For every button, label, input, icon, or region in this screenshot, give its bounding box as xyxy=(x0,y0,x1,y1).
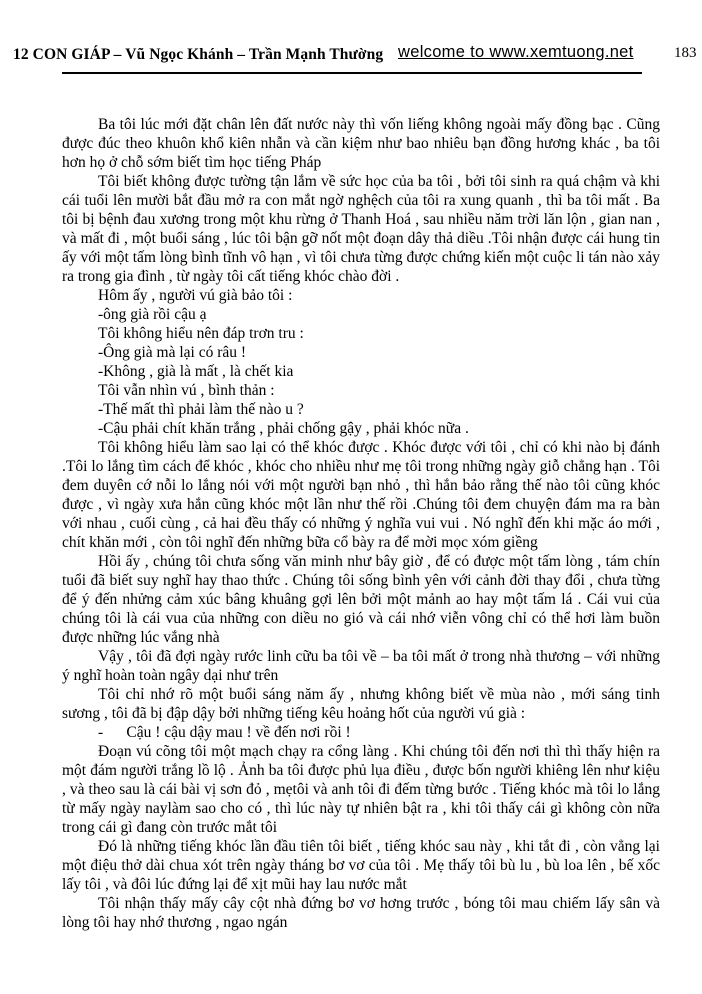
page-header xyxy=(0,0,702,80)
paragraph: Ba tôi lúc mới đặt chân lên đất nước này thì vốn liếng không ngoài mấy đồng bạc . Cũng được đúc theo khuôn khổ kiên nhẫn và cần kiệm như bao nhiêu bạn đồng hương khác , ba tôi hơn họ ở chỗ sớm biết tìm học tiếng Pháp xyxy=(62,116,664,171)
book-title: 12 CON GIÁP – Vũ Ngọc Khánh – Trần Mạnh Thường xyxy=(13,46,384,63)
paragraph: Tôi không hiểu làm sao lại có thể khóc được . Khóc được với tôi , chỉ có khi nào bị đánh .Tôi lo lắng tìm cách để khóc , khóc cho nhiều như mẹ tôi trong những ngày giỗ chẳng hạn . Tôi đem duyên cớ nỗi lo lắng nói với một người bạn nhỏ , thì hắn bảo rằng thế nào tôi cũng khóc được , vì ngày xưa hắn cũng khóc một lần như thế rồi .Chúng tôi đem chuyện đám ma ra bàn với nhau , cuối cùng , cả hai đều thấy có những ý nghĩa vui vui . Nó nghĩ đến khi mặc áo mới , chít khăn mới , còn tôi nghĩ đến những bữa cổ bày ra để mời mọc xóm giềng xyxy=(62,439,664,551)
paragraph: Tôi nhận thấy mấy cây cột nhà đứng bơ vơ hơng trước , bóng tôi mau chiếm lấy sân và lòng tôi hay nhớ thương , ngao ngán xyxy=(62,895,664,931)
paragraph: Tôi biết không được tường tận lắm về sức học của ba tôi , bởi tôi sinh ra quá chậm và khi cái tuổi lên mười bắt đầu mở ra con mắt ngờ nghệch của tôi ra xung quanh , thì ba tôi mất . Ba tôi bị bệnh đau xương trong một khu rừng ở Thanh Hoá , sau nhiều năm trời lăn lộn , gian nan , và mất đi , một buổi sáng , lúc tôi bận gỡ nốt một đoạn dây thả diều .Tôi nhận được cái hung tin ấy với một tấm lòng bình tĩnh vô hạn , vì tôi chưa từng được chứng kiến một cuộc li tán nào xảy ra trong gia đình , từ ngày tôi cất tiếng khóc chào đời . xyxy=(62,173,664,285)
paragraph: -ông già rồi cậu ạ xyxy=(98,306,207,323)
paragraph: Tôi chỉ nhớ rõ một buổi sáng năm ấy , nhưng không biết về mùa nào , mới sáng tinh sương , tôi đã bị đập dậy bởi những tiếng kêu hoảng hốt của người vú già : xyxy=(62,686,664,722)
paragraph: Tôi vẫn nhìn vú , bình thản : xyxy=(98,382,275,399)
paragraph: Đoạn vú cõng tôi một mạch chạy ra cổng làng . Khi chúng tôi đến nơi thì thì thấy hiện ra một đám người trắng lồ lộ . Ảnh ba tôi được phủ lụa điều , được bốn người khiêng lên như kiệu , và theo sau là cái bài vị sơn đỏ , mẹtôi và anh tôi đi đếm từng bước . Tiếng khóc mà tôi lo lắng từ mấy ngày naylàm sao cho có , thì lúc này tự nhiên bật ra , khi tôi thấy cái gì không còn nữa trong cái gì đang còn trước mắt tôi xyxy=(62,743,664,836)
paragraph: Vậy , tôi đã đợi ngày rước linh cữu ba tôi về – ba tôi mất ở trong nhà thương – với những ý nghĩ hoàn toàn ngây dại như trên xyxy=(62,648,664,684)
header-rule xyxy=(62,72,642,74)
paragraph: -Ông già mà lại có râu ! xyxy=(98,344,247,361)
paragraph: Tôi không hiểu nên đáp trơn tru : xyxy=(98,325,304,342)
paragraph: -Cậu phải chít khăn trắng , phải chống gậy , phải khóc nữa . xyxy=(98,420,469,437)
paragraph: Hôm ấy , người vú già bảo tôi : xyxy=(98,287,293,304)
paragraph: -Không , già là mất , là chết kia xyxy=(98,363,294,380)
paragraph: Hồi ấy , chúng tôi chưa sống văn minh như bây giờ , để có được một tấm lòng , tám chín tuổi đã biết suy nghĩ hay thao thức . Chúng tôi sống bình yên với cảnh đời thay đổi , chưa từng để ý đến nhửng cảm xúc bâng khuâng gợi lên bởi một mảnh ao hay một tấm lá . Cái vui của chúng tôi là cái vua của những con diều no gió và cái nhớ viễn vông chỉ có thể hơi làm buồn được những lúc vắng nhà xyxy=(62,553,664,646)
paragraph: -Thế mất thì phải làm thế nào u ? xyxy=(98,401,304,418)
paragraph: - Cậu ! cậu dậy mau ! về đến nơi rồi ! xyxy=(98,724,351,741)
page-number: 183 xyxy=(674,45,697,61)
paragraph: Đó là những tiếng khóc lần đầu tiên tôi biết , tiếng khóc sau này , khi tắt đi , còn vẳng lại một điệu thở dài chua xót trên ngày tháng bơ vơ của tôi . Mẹ thấy tôi bù lu , bù loa lên , bế xốc lấy tôi , và đôi lúc đứng lại để xịt mũi hay lau nước mắt xyxy=(62,838,664,893)
site-link[interactable]: welcome to www.xemtuong.net xyxy=(398,43,634,61)
page-body xyxy=(62,115,664,932)
